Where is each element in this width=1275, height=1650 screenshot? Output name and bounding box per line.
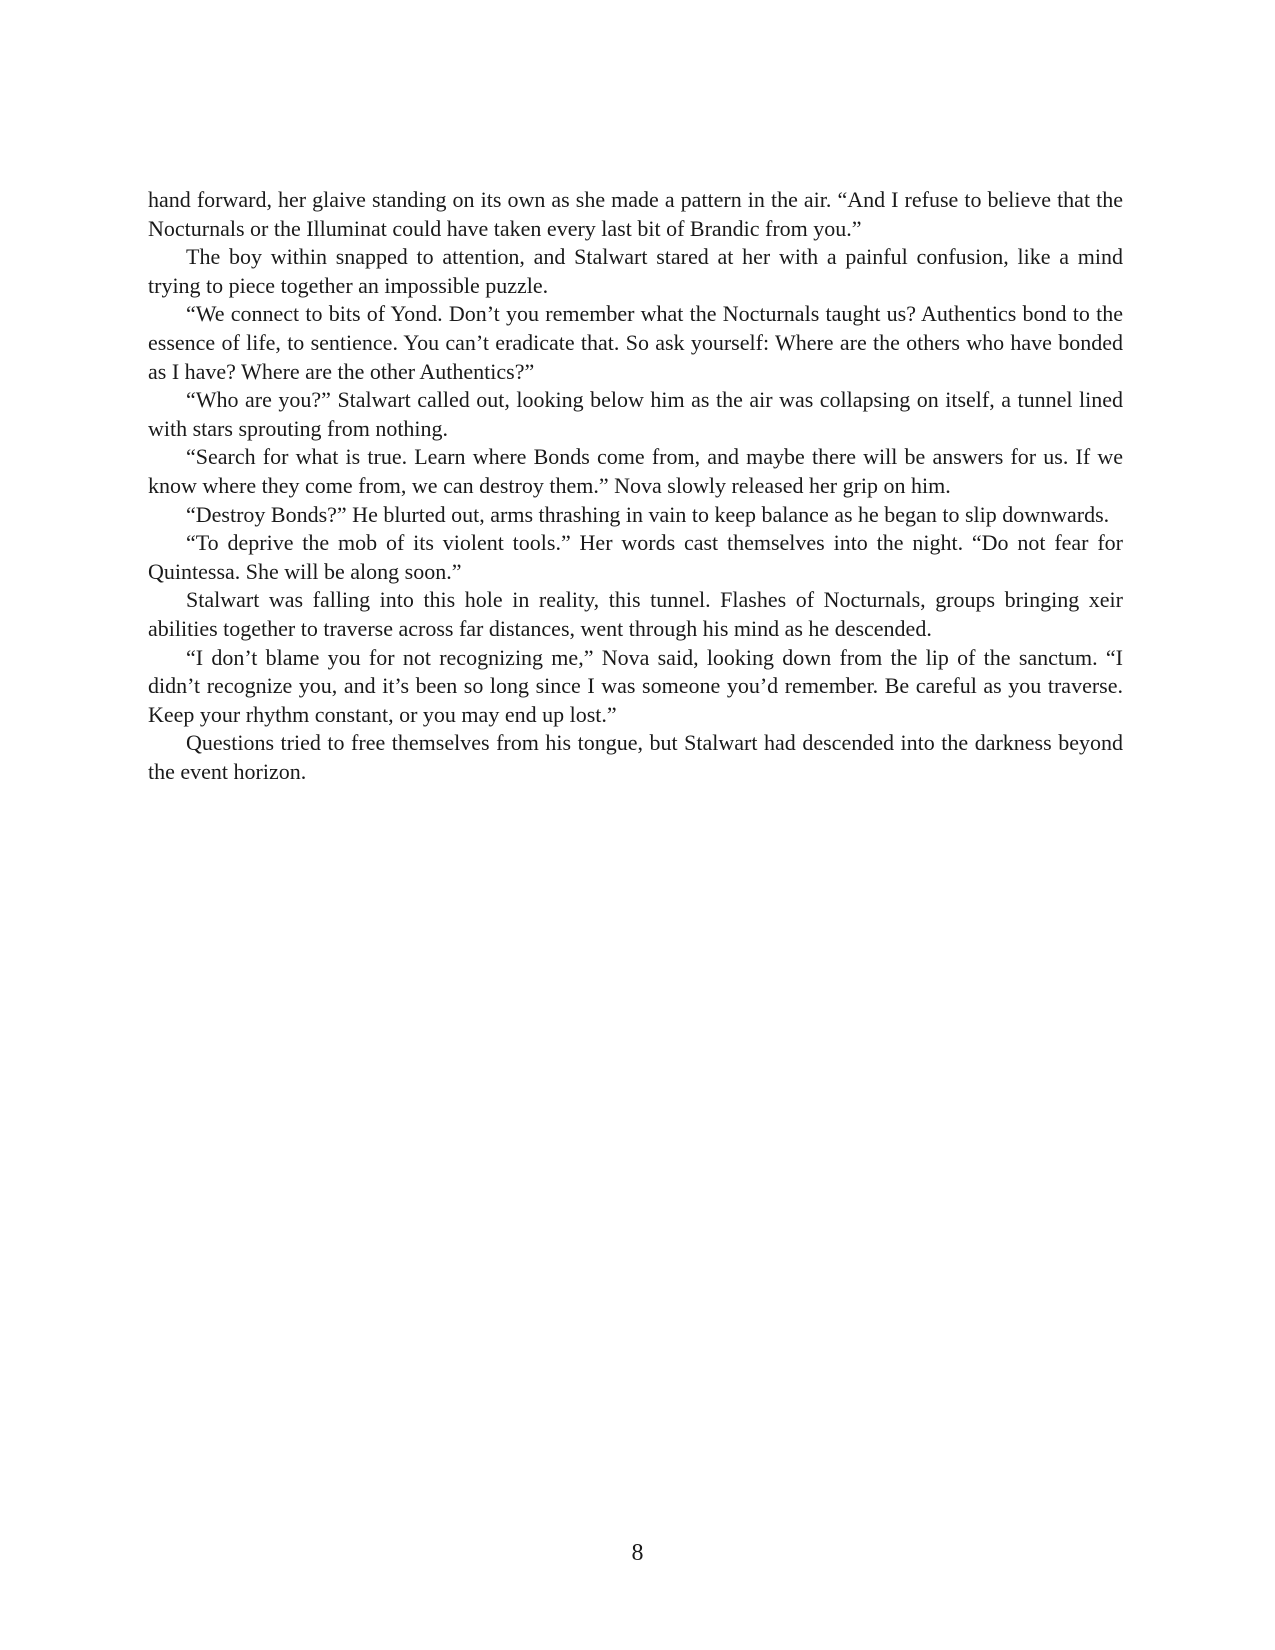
paragraph: Stalwart was falling into this hole in reality, this tunnel. Flashes of Nocturnals, groups bringing xeir abilities together to traverse across far distances, went through his mind as he descended.: [148, 587, 1123, 641]
paragraph: “Search for what is true. Learn where Bonds come from, and maybe there will be answers for us. If we know where they come from, we can destroy them.” Nova slowly released her grip on him.: [148, 444, 1123, 498]
paragraph: “Destroy Bonds?” He blurted out, arms thrashing in vain to keep balance as he began to slip downwards.: [186, 501, 1110, 527]
page-number: 8: [631, 1540, 644, 1566]
paragraph: “To deprive the mob of its violent tools.” Her words cast themselves into the night. “Do not fear for Quintessa. She will be along soon.”: [148, 530, 1123, 584]
paragraph: hand forward, her glaive standing on its own as she made a pattern in the air. “And I refuse to believe that the Nocturnals or the Illuminat could have taken every last bit of Brandic from you.”: [148, 187, 1123, 241]
paragraph: Questions tried to free themselves from his tongue, but Stalwart had descended into the darkness beyond the event horizon.: [148, 730, 1123, 784]
body-text: [148, 186, 1123, 786]
paragraph: “I don’t blame you for not recognizing me,” Nova said, looking down from the lip of the sanctum. “I didn’t recognize you, and it’s been so long since I was someone you’d remember. Be careful as you traverse. Keep your rhythm constant, or you may end up lost.”: [148, 644, 1123, 727]
paragraph: “We connect to bits of Yond. Don’t you remember what the Nocturnals taught us? Authentics bond to the essence of life, to sentience. You can’t eradicate that. So ask yourself: Where are the others who have bonded as I have? Where are the other Authentics?”: [148, 301, 1123, 384]
paragraph: “Who are you?” Stalwart called out, looking below him as the air was collapsing on itself, a tunnel lined with stars sprouting from nothing.: [148, 387, 1123, 441]
paragraph: The boy within snapped to attention, and Stalwart stared at her with a painful confusion, like a mind trying to piece together an impossible puzzle.: [148, 244, 1123, 298]
